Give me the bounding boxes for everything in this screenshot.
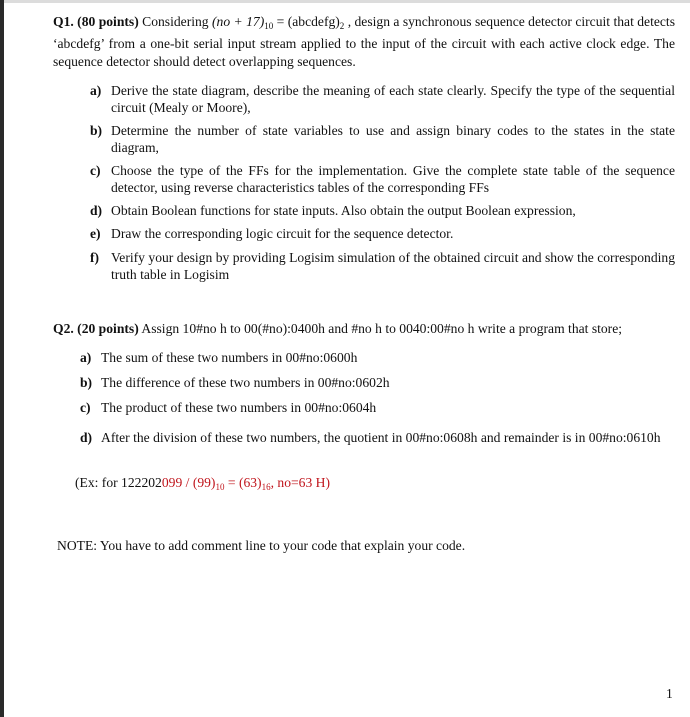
q2-header <box>53 320 683 338</box>
example-val1: (99) <box>192 475 216 490</box>
q2-label: Q2. (20 points) <box>53 321 139 336</box>
example-close: ) <box>325 475 330 490</box>
example-eq: = <box>224 475 239 490</box>
q1-item-label: e) <box>90 226 101 241</box>
q1-intro-pre: Considering <box>142 14 209 29</box>
q2-item-label: d) <box>80 430 93 445</box>
example-val2: (63) <box>238 475 262 490</box>
example-red-digits: 099 <box>161 475 183 490</box>
q1-label: Q1. (80 points) <box>53 14 139 29</box>
q1-item-text: Obtain Boolean functions for state inputs. Also obtain the output Boolean expression, <box>111 203 576 218</box>
example-prefix: (Ex: for 122202 <box>75 475 162 490</box>
q2-item-label: c) <box>80 400 91 415</box>
q2-example <box>75 474 330 496</box>
q2-item-label: b) <box>80 375 93 390</box>
q2-intro: Assign 10#no h to 00(#no):0400h and #no h to 0040:00#no h write a program that store; <box>141 321 623 336</box>
q1-item-text: Verify your design by providing Logisim simulation of the obtained circuit and show the corresponding truth table in Logisim <box>111 250 675 282</box>
example-base1: 10 <box>215 482 225 492</box>
example-tail: , no=63 H <box>270 475 326 490</box>
q1-item-label: a) <box>90 83 102 98</box>
page-number: 1 <box>666 686 673 701</box>
q1-expr-equals: = <box>276 14 285 29</box>
q1-header <box>53 13 675 71</box>
q1-item-text: Determine the number of state variables to use and assign binary codes to the states in the state diagram, <box>111 123 675 155</box>
q1-item-label: f) <box>90 250 100 265</box>
q1-expr-right: (abcdefg) <box>287 14 340 29</box>
q1-item-label: c) <box>90 163 101 178</box>
q1-item-text: Draw the corresponding logic circuit for the sequence detector. <box>111 226 454 241</box>
example-base2: 16 <box>261 482 271 492</box>
example-sep: / <box>182 475 193 490</box>
q1-expr-left: (no + 17) <box>212 14 265 29</box>
q1-expr-right-base: 2 <box>339 21 345 31</box>
q1-item-label: d) <box>90 203 103 218</box>
q2-item-text: After the division of these two numbers, the quotient in 00#no:0608h and remainder is in 00#no:0610h <box>101 430 661 445</box>
q1-item-text: Derive the state diagram, describe the meaning of each state clearly. Specify the type of the sequential circuit (Mealy or Moore), <box>111 83 675 115</box>
q2-item-text: The difference of these two numbers in 00#no:0602h <box>101 375 390 390</box>
q1-item-text: Choose the type of the FFs for the implementation. Give the complete state table of the sequence detector, using reverse characteristics tables of the corresponding FFs <box>111 163 675 195</box>
q2-item-text: The sum of these two numbers in 00#no:0600h <box>101 350 358 365</box>
q2-item-text: The product of these two numbers in 00#no:0604h <box>101 400 377 415</box>
note-text: NOTE: You have to add comment line to your code that explain your code. <box>57 538 466 553</box>
q1-item-label: b) <box>90 123 103 138</box>
q2-item-label: a) <box>80 350 92 365</box>
q1-expr-left-base: 10 <box>264 21 274 31</box>
q1-intro-post: , design a synchronous sequence detector circuit that detects ‘abcdefg’ from a one-bit serial input stream applied to the input of the circuit with each active clock edge. The sequence detector should detect overlapping sequences. <box>53 14 675 69</box>
